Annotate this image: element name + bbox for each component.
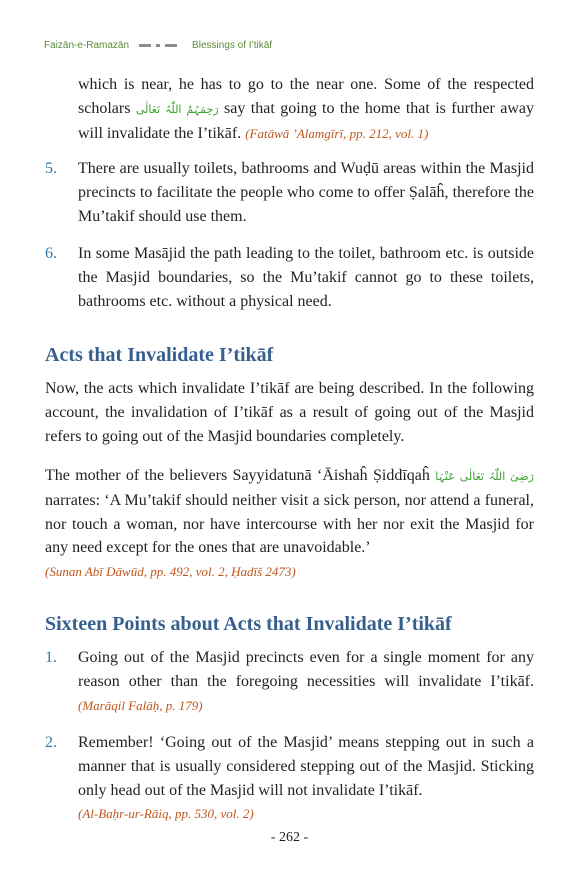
hadith-paragraph: [45, 464, 534, 584]
citation: (Sunan Abī Dāwūd, pp. 492, vol. 2, Ḥadīš 2473): [45, 564, 296, 580]
paragraph-text: say that going to the home that is further away will invalidate the I’tikāf.: [78, 99, 534, 142]
section-heading: Sixteen Points about Acts that Invalidate I’tikāf: [45, 613, 452, 635]
paragraph-text: The mother of the believers Sayyidatunā ‘Āishaĥ Ṣiddīqaĥ: [45, 467, 436, 484]
arabic-honorific: رَضِیَ اللّٰہُ تَعَالٰی عَنْہَا: [435, 470, 534, 483]
list-number: 2.: [45, 734, 57, 751]
paragraph-text: Remember! ‘Going out of the Masjid’ means stepping out in such a manner that is usually considered stepping out of the Masjid. Sticking only head out of the Masjid will not invalidate I’tikāf.: [78, 734, 534, 799]
citation: (Al-Baḥr-ur-Rāiq, pp. 530, vol. 2): [78, 806, 254, 822]
list-number: 1.: [45, 649, 57, 666]
citation: (Marāqil Falāḥ, p. 179): [78, 697, 203, 713]
paragraph-text: which is near, he has to go to the near one. Some of the respected scholars: [78, 76, 534, 117]
header-book-title: Faizān-e-Ramazān: [44, 40, 130, 51]
header-divider-ornament: [139, 44, 182, 47]
list-item-text: In some Masājid the path leading to the toilet, bathroom etc. is outside the Masjid boundaries, so the Mu’takif cannot go to these toilets, bathrooms etc. without a physical need.: [78, 245, 534, 310]
page-number: - 262 -: [270, 830, 309, 845]
list-item-text: [78, 646, 534, 717]
list-number: 5.: [45, 160, 57, 177]
paragraph-text: Going out of the Masjid precincts even for a single moment for any reason other than the foregoing necessities will invalidate I’tikāf.: [78, 649, 534, 690]
arabic-honorific: رَحِمَہُمُ اللّٰہُ تَعَالٰی: [135, 102, 219, 116]
section-heading: Acts that Invalidate I’tikāf: [45, 344, 274, 366]
list-item-text: There are usually toilets, bathrooms and Wuḍū areas within the Masjid precincts to facilitate the people who come to offer Ṣalāĥ, therefore the Mu’takif should use them.: [78, 160, 534, 225]
running-header: [44, 40, 272, 51]
citation: (Fatāwā ’Alamgīrī, pp. 212, vol. 1): [245, 125, 429, 141]
paragraph-text: narrates: ‘A Mu’takif should neither visit a sick person, nor attend a funeral, nor touch a woman, nor have intercourse with her nor exit the Masjid for any need except for the ones that are unavoidable.’: [45, 491, 534, 557]
intro-paragraph: Now, the acts which invalidate I’tikāf are being described. In the following account, the invalidation of I’tikāf as a result of going out of the Masjid refers to going out of the Masjid boundaries completely.: [45, 380, 534, 445]
header-section-title: Blessings of I’tikāf: [192, 40, 273, 51]
list-item-text: [78, 731, 534, 826]
list-number: 6.: [45, 245, 57, 262]
continuation-paragraph: [78, 73, 534, 145]
